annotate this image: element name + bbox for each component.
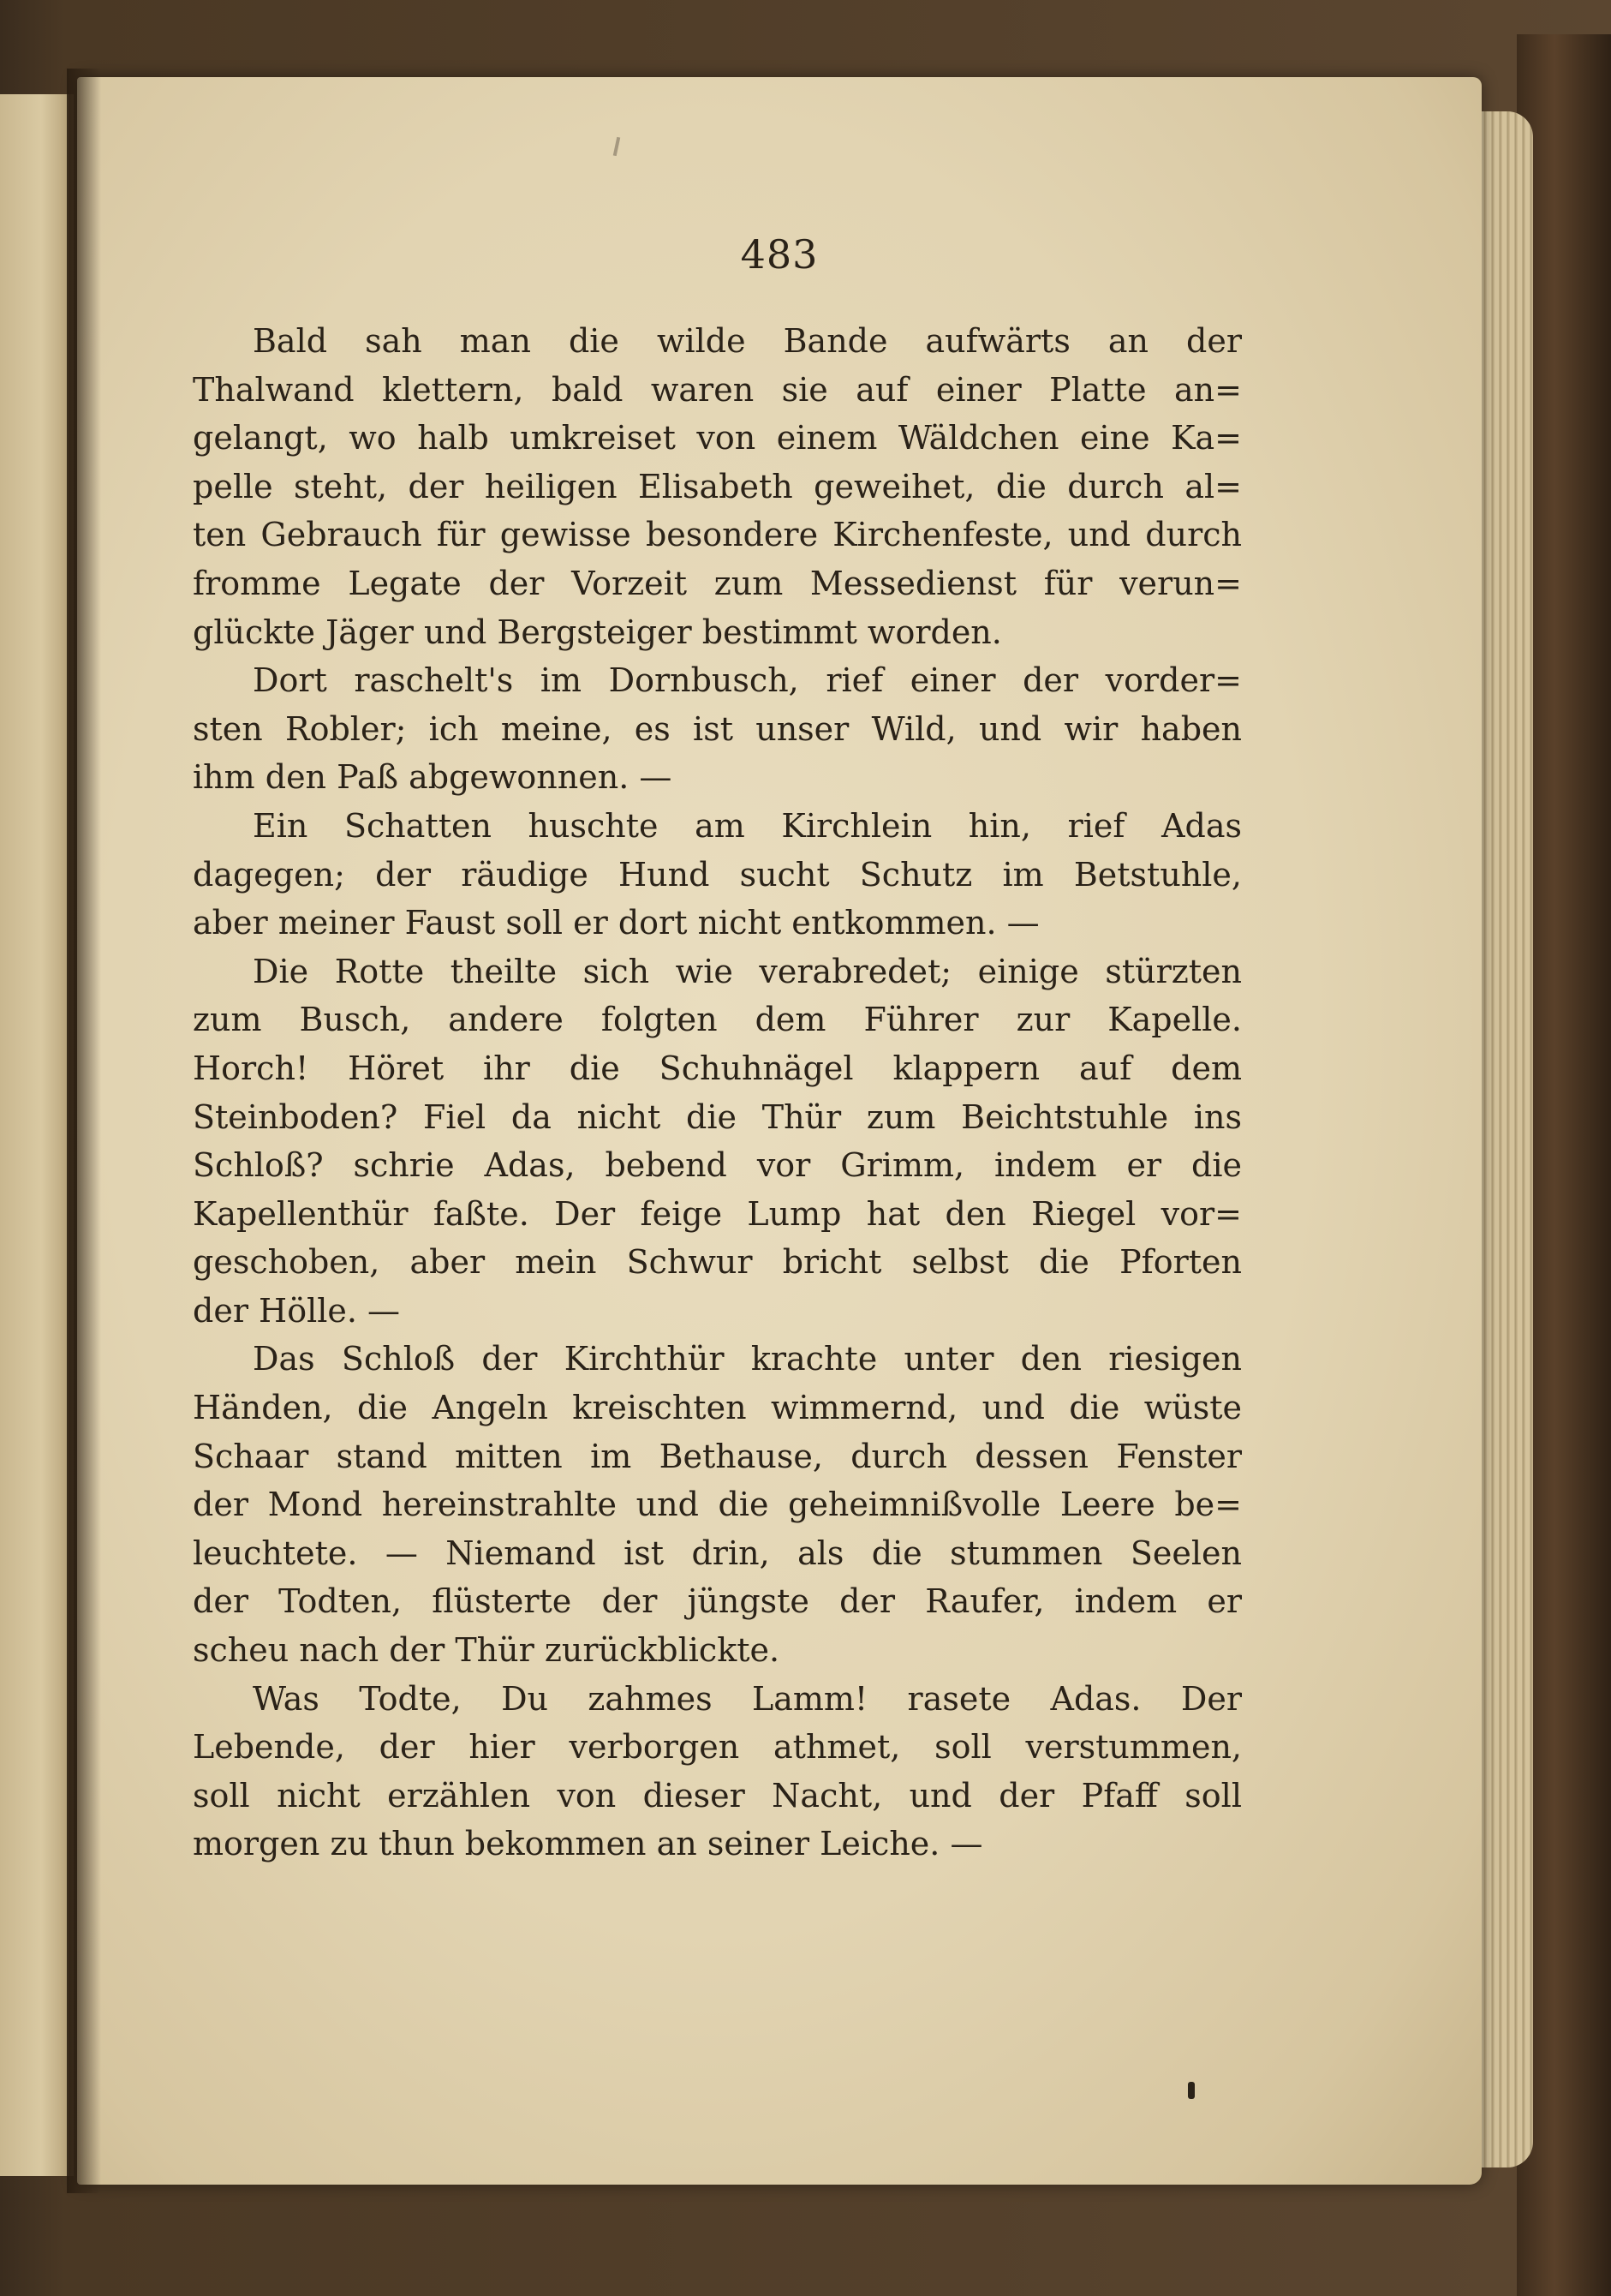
text-line: Ein Schatten huschte am Kirchlein hin, rief Adas (253, 806, 1242, 845)
body-text (193, 317, 1242, 1868)
text-line: Lebende, der hier verborgen athmet, soll verstummen, (193, 1728, 1242, 1767)
text-line: Das Schloß der Kirchthür krachte unter den riesigen (253, 1340, 1242, 1378)
text-line: gelangt, wo halb umkreiset von einem Wäldchen eine Ka= (193, 419, 1242, 457)
text-line: der Todten, flüsterte der jüngste der Raufer, indem er (193, 1582, 1242, 1621)
text-line: Kapellenthür faßte. Der feige Lump hat den Riegel vor= (193, 1194, 1242, 1233)
text-line: sten Robler; ich meine, es ist unser Wild, und wir haben (193, 709, 1242, 748)
text-line: der Mond hereinstrahlte und die geheimnißvolle Leere be= (193, 1486, 1242, 1524)
text-line: ihm den Paß abgewonnen. — (193, 758, 672, 797)
text-line: soll nicht erzählen von dieser Nacht, und der Pfaff soll (193, 1776, 1242, 1815)
text-line: Steinboden? Fiel da nicht die Thür zum Beichtstuhle ins (193, 1097, 1242, 1136)
text-line: Was Todte, Du zahmes Lamm! rasete Adas. Der (253, 1679, 1242, 1718)
gutter-shadow (67, 69, 101, 2193)
text-line: aber meiner Faust soll er dort nicht entkommen. — (193, 904, 1040, 942)
text-line: Thalwand klettern, bald waren sie auf einer Platte an= (193, 370, 1242, 409)
pencil-mark (613, 137, 620, 156)
text-line: Die Rotte theilte sich wie verabredet; einige stürzten (253, 952, 1242, 990)
text-line: dagegen; der räudige Hund sucht Schutz im Betstuhle, (193, 855, 1242, 894)
text-line: scheu nach der Thür zurückblickte. (193, 1631, 780, 1670)
text-line: Schaar stand mitten im Bethause, durch dessen Fenster (193, 1437, 1242, 1475)
text-line: Bald sah man die wilde Bande aufwärts an der (253, 322, 1242, 360)
text-line: leuchtete. — Niemand ist drin, als die stummen Seelen (193, 1534, 1242, 1572)
text-line: Horch! Höret ihr die Schuhnägel klappern auf dem (193, 1049, 1242, 1087)
text-line: glückte Jäger und Bergsteiger bestimmt worden. (193, 613, 1002, 651)
facing-page-edge (0, 94, 74, 2176)
text-line: geschoben, aber mein Schwur bricht selbst die Pforten (193, 1243, 1242, 1282)
text-line: ten Gebrauch für gewisse besondere Kirchenfeste, und durch (193, 516, 1242, 554)
text-line: der Hölle. — (193, 1291, 401, 1330)
text-line: Dort raschelt's im Dornbusch, rief einer der vorder= (253, 661, 1242, 700)
text-line: zum Busch, andere folgten dem Führer zur Kapelle. (193, 1001, 1242, 1039)
page-number: 483 (740, 231, 819, 278)
text-line: Schloß? schrie Adas, bebend vor Grimm, indem er die (193, 1146, 1242, 1185)
ink-mark (1188, 2082, 1195, 2099)
text-line: morgen zu thun bekommen an seiner Leiche. — (193, 1825, 983, 1863)
text-line: pelle steht, der heiligen Elisabeth geweihet, die durch al= (193, 467, 1242, 505)
text-line: Händen, die Angeln kreischten wimmernd, und die wüste (193, 1389, 1242, 1427)
text-line: fromme Legate der Vorzeit zum Messedienst für verun= (193, 564, 1242, 602)
book-page (77, 77, 1482, 2185)
